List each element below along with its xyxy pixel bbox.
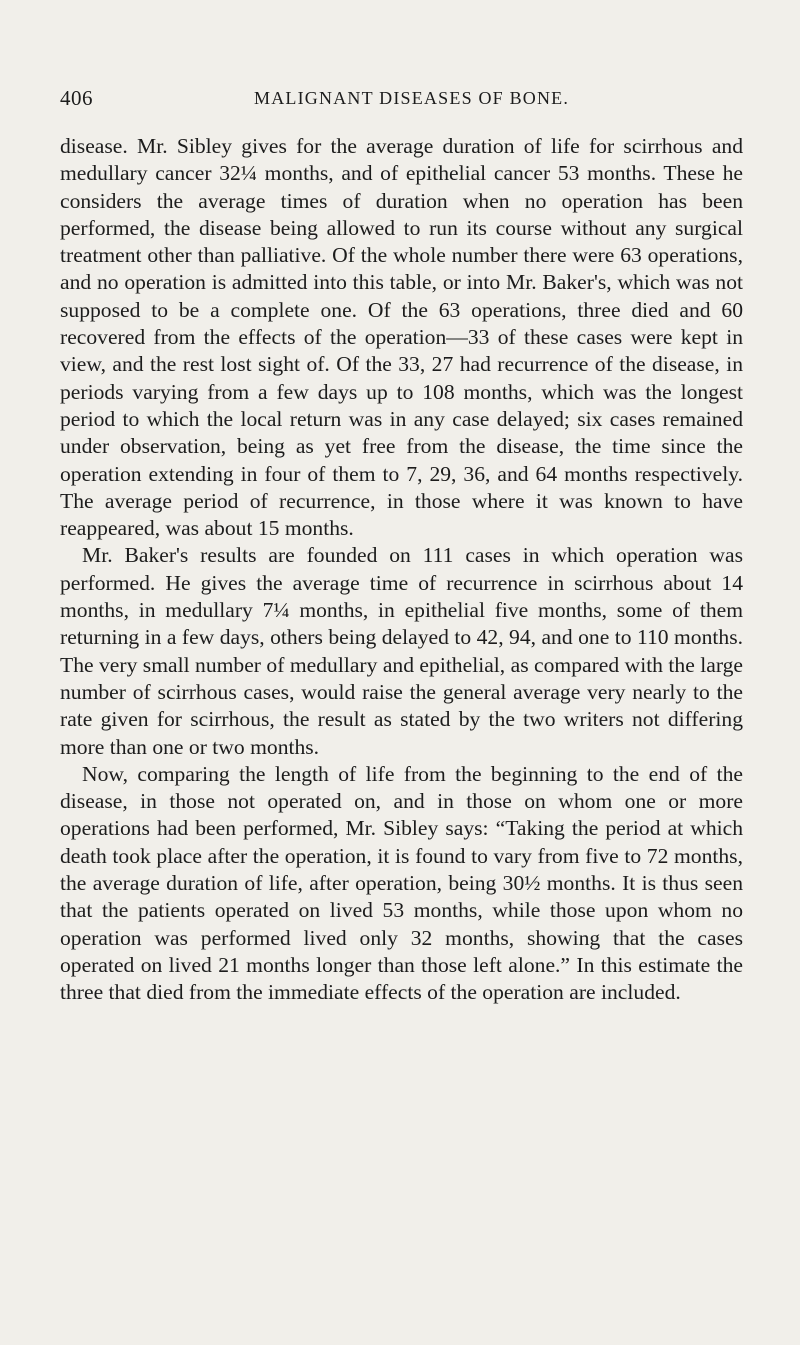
page-number: 406 [60, 86, 93, 110]
running-header [60, 86, 740, 116]
paragraph: Mr. Baker's results are founded on 111 cases in which operation was performed. He gives the average time of recurrence in scirrhous about 14 months, in medullary 7¼ months, in epithelial five months, some of them returning in a few days, others being delayed to 42, 94, and one to 110 months. The very small number of medullary and epithelial, as compared with the large number of scirrhous cases, would raise the general average very nearly to the rate given for scirrhous, the result as stated by the two writers not differing more than one or two months. [60, 543, 743, 759]
paragraph: Now, comparing the length of life from the beginning to the end of the disease, in those not operated on, and in those on whom one or more operations had been performed, Mr. Sibley says: “Taking the period at which death took place after the operation, it is found to vary from five to 72 months, the average duration of life, after operation, being 30½ months. It is thus seen that the patients operated on lived 53 months, while those upon whom no operation was performed lived only 32 months, showing that the cases operated on lived 21 months longer than those left alone.” In this estimate the three that died from the immediate effects of the operation are included. [60, 761, 743, 1005]
chapter-title: MALIGNANT DISEASES OF BONE. [254, 88, 570, 108]
paragraph: disease. Mr. Sibley gives for the average duration of life for scirrhous and medullary cancer 32¼ months, and of epithelial cancer 53 months. These he considers the average times of duration when no operation has been performed, the disease being allowed to run its course without any surgical treatment other than palliative. Of the whole number there were 63 operations, and no operation is admitted into this table, or into Mr. Baker's, which was not supposed to be a complete one. Of the 63 operations, three died and 60 recovered from the effects of the operation—33 of these cases were kept in view, and the rest lost sight of. Of the 33, 27 had recurrence of the disease, in periods varying from a few days up to 108 months, which was the longest period to which the local return was in any case delayed; six cases remained under observation, being as yet free from the disease, the time since the operation extending in four of them to 7, 29, 36, and 64 months respectively. The average period of recurrence, in those where it was known to have reappeared, was about 15 months. [60, 134, 743, 541]
body-text [60, 133, 743, 1007]
